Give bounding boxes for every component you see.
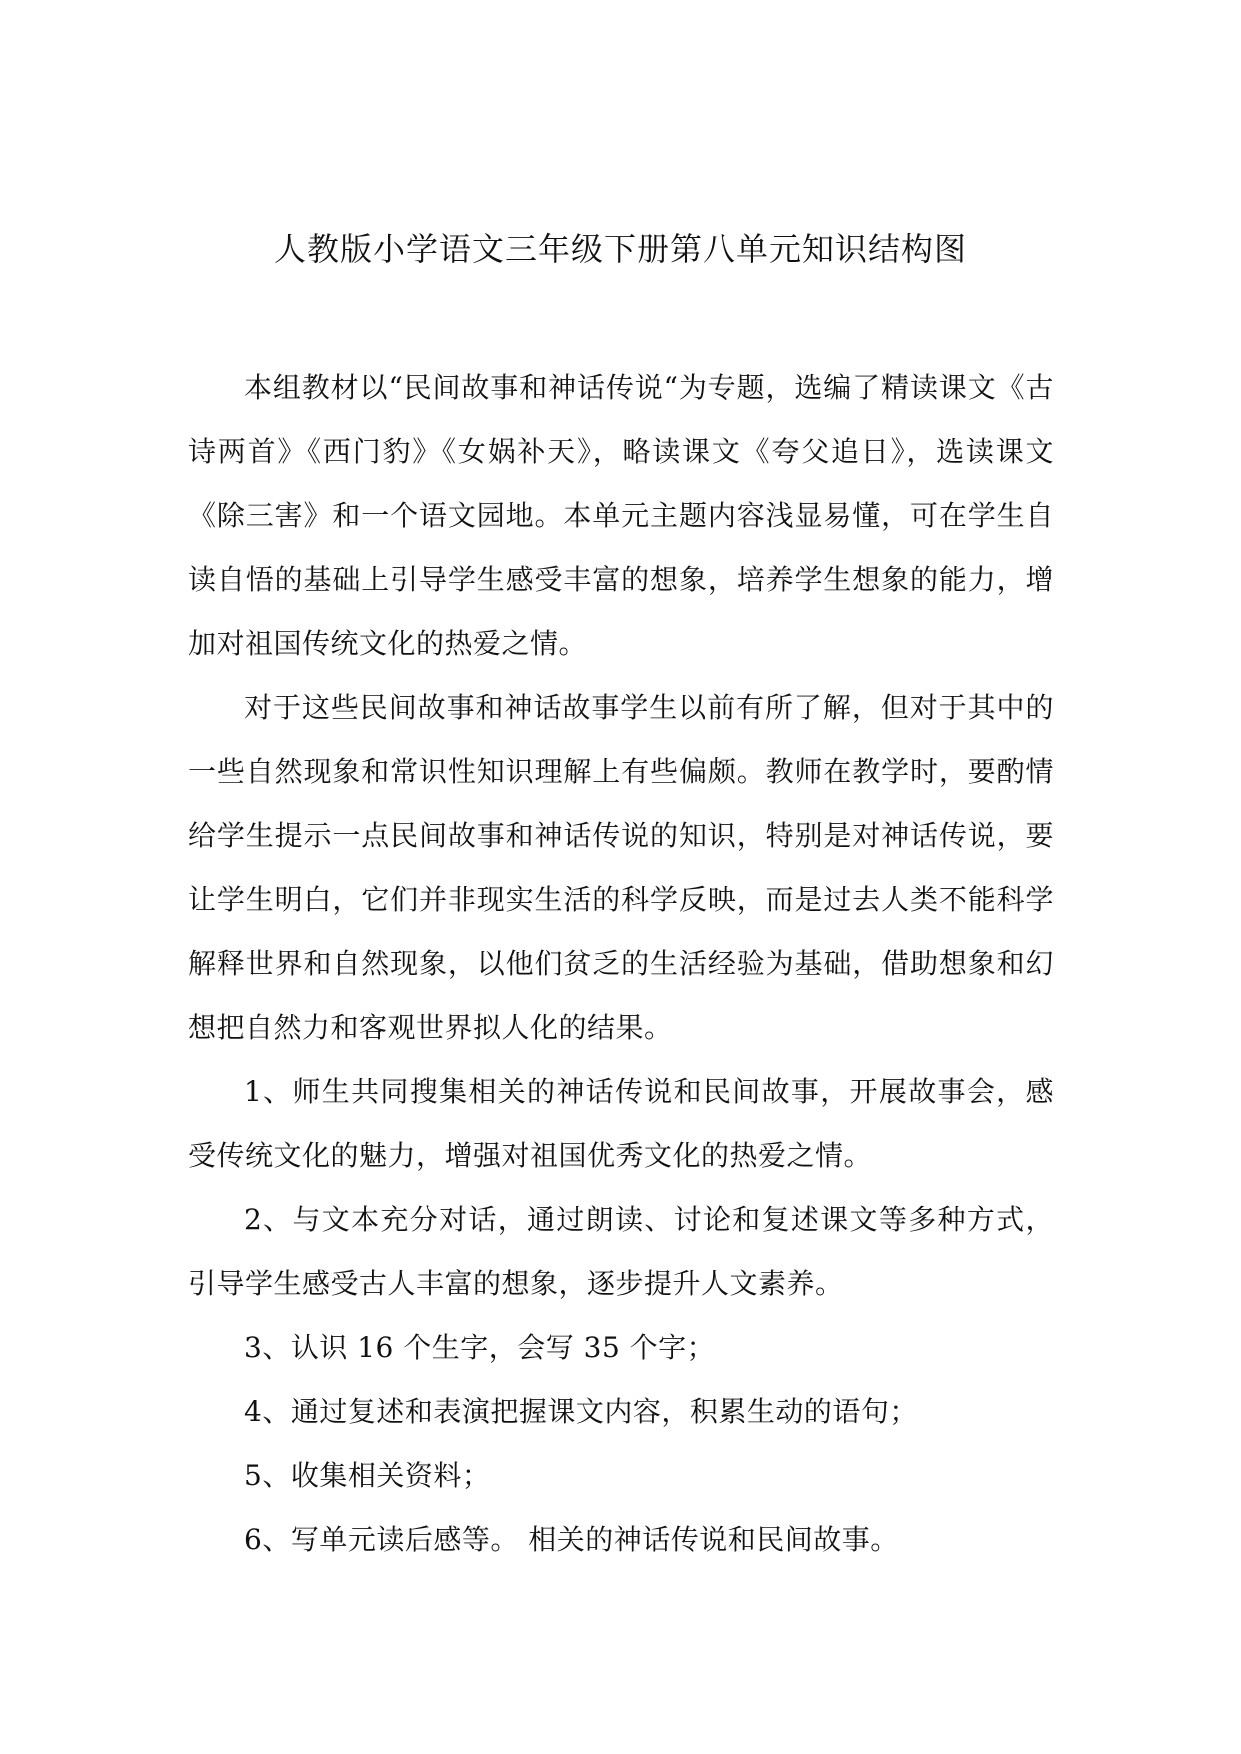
paragraph-intro: 本组教材以“民间故事和神话传说“为专题，选编了精读课文《古诗两首》《西门豹》《女娲补天》，略读课文《夸父追日》，选读课文《除三害》和一个语文园地。本单元主题内容浅显易懂，可在学生自读自悟的基础上引导学生感受丰富的想象，培养学生想象的能力，增加对祖国传统文化的热爱之情。 — [188, 371, 1054, 660]
document-body — [188, 356, 1054, 1572]
goal-item-2: 2、与文本充分对话，通过朗读、讨论和复述课文等多种方式，引导学生感受古人丰富的想象，逐步提升人文素养。 — [188, 1203, 1054, 1300]
goal-item-3: 3、认识 16 个生字，会写 35 个字； — [244, 1331, 716, 1364]
goal-item-1: 1、师生共同搜集相关的神话传说和民间故事，开展故事会，感受传统文化的魅力，增强对祖国优秀文化的热爱之情。 — [188, 1075, 1054, 1172]
goal-item-4: 4、通过复述和表演把握课文内容，积累生动的语句； — [244, 1395, 918, 1428]
goal-item-6: 6、写单元读后感等。 相关的神话传说和民间故事。 — [244, 1523, 899, 1556]
goal-item-5: 5、收集相关资料； — [244, 1459, 491, 1492]
paragraph-teaching-notes: 对于这些民间故事和神话故事学生以前有所了解，但对于其中的一些自然现象和常识性知识理解上有些偏颇。教师在教学时，要酌情给学生提示一点民间故事和神话传说的知识，特别是对神话传说，要让学生明白，它们并非现实生活的科学反映，而是过去人类不能科学解释世界和自然现象，以他们贫乏的生活经验为基础，借助想象和幻想把自然力和客观世界拟人化的结果。 — [188, 691, 1054, 1044]
document-title: 人教版小学语文三年级下册第八单元知识结构图 — [273, 230, 967, 268]
